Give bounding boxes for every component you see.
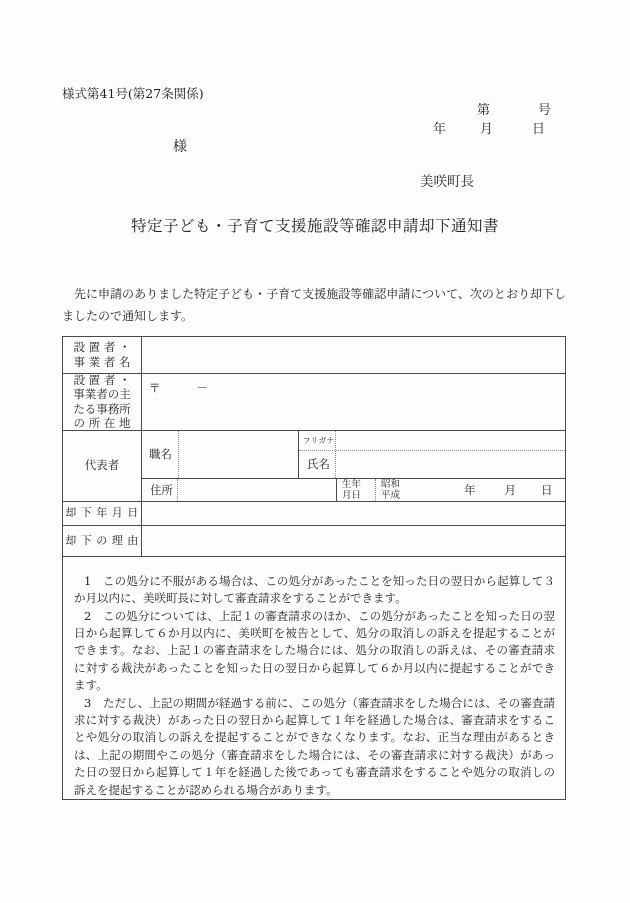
representative-address-label: 住所 — [142, 479, 178, 501]
row-representative — [63, 431, 565, 502]
row-operator-name — [63, 337, 565, 374]
representative-bottom-subrow — [142, 479, 565, 501]
appeal-note-1: 1 この処分に不服がある場合は、この処分があったことを知った日の翌日から起算して３か月以内に、美咲町長に対して審査請求をすることができます。 — [74, 573, 555, 606]
office-address-label-line2: 事業者の主 — [73, 387, 131, 402]
appeal-note-2: 2 この処分については、上記１の審査請求のほか、この処分があったことを知った日の翌日から起算して６か月以内に、美咲町を被告として、処分の取消しの訴えを提起することができます。なお、上記１の審査請求をした場合には、処分の取消しの訴えは、その審査請求に対する裁決があったことを知った日の翌日から起算して６か月以内に提起することができます。 — [74, 608, 555, 693]
rejection-reason-label-text: 却 下 の 理 由 — [65, 533, 139, 547]
furigana-value — [336, 431, 565, 450]
form-number: 様式第41号(第27条関係) — [62, 86, 204, 101]
office-address-label-line3: たる事務所 — [73, 401, 131, 416]
representative-top-subrow — [142, 431, 565, 479]
document-title: 特定子ども・子育て支援施設等確認申請却下通知書 — [130, 217, 499, 235]
birthdate-ymd — [409, 479, 565, 501]
birthdate-month-label: 月 — [504, 482, 516, 497]
rejection-date-label-text: 却 下 年 月 日 — [65, 506, 139, 519]
issue-date-year-label: 年 — [433, 122, 447, 137]
office-address-label-line1: 設 置 者 ・ — [73, 372, 131, 387]
era-showa: 昭和 — [381, 478, 401, 490]
era-options — [376, 479, 409, 501]
office-address-value — [142, 374, 565, 430]
name-cell — [299, 431, 565, 478]
operator-name-label-line1: 設 置 者 ・ — [73, 340, 131, 355]
rejection-reason-value — [142, 526, 565, 556]
application-form-table — [62, 336, 566, 800]
operator-name-label — [63, 337, 142, 373]
furigana-label: フリガナ — [299, 431, 336, 450]
office-address-label-line4: の 所 在 地 — [73, 416, 131, 431]
birthdate-cell — [337, 479, 565, 501]
issue-date-month-label: 月 — [480, 122, 494, 137]
representative-fields — [142, 431, 565, 501]
postal-mark: 〒 — [149, 380, 161, 395]
postal-code-line — [142, 374, 565, 396]
era-heisei: 平成 — [381, 489, 401, 501]
representative-label-text: 代表者 — [84, 458, 120, 473]
operator-name-value — [142, 337, 565, 373]
office-address-label — [63, 374, 142, 430]
birthdate-label-line1: 生年 — [342, 478, 362, 490]
doc-number-prefix: 第 — [477, 103, 491, 118]
furigana-subrow — [299, 431, 565, 451]
row-office-address — [63, 374, 565, 431]
birthdate-label-line2: 月日 — [342, 489, 362, 501]
issuer-name: 美咲町長 — [420, 174, 474, 190]
rejection-date-label — [63, 502, 142, 525]
issue-date-day-label: 日 — [532, 122, 546, 137]
representative-address-value — [178, 479, 336, 501]
representative-label — [63, 431, 142, 501]
name-subrow — [299, 451, 565, 478]
appeal-notes — [63, 557, 565, 799]
rejection-reason-label — [63, 526, 142, 556]
operator-name-label-line2: 事 業 者 名 — [73, 354, 131, 369]
representative-address-cell — [142, 479, 337, 501]
name-value — [336, 451, 565, 478]
rejection-date-value — [142, 502, 565, 525]
birthdate-year-label: 年 — [464, 482, 476, 497]
appeal-note-3: 3 ただし、上記の期間が経過する前に、この処分（審査請求をした場合には、その審査請求に対する裁決）があった日の翌日から起算して１年を経過した場合は、審査請求をすることや処分の取消しの訴えを提起することができなくなります。なお、正当な理由があるときは、上記の期間やこの処分（審査請求をした場合には、その審査請求に対する裁決）があった日の翌日から起算して１年を経過した後であっても審査請求をすることや処分の取消しの訴えを提起することが認められる場合があります。 — [74, 695, 555, 797]
addressee-honorific: 様 — [173, 139, 187, 155]
row-appeal-notes — [63, 557, 565, 799]
job-title-label: 職名 — [142, 431, 179, 478]
row-rejection-reason — [63, 526, 565, 557]
birthdate-day-label: 日 — [541, 482, 553, 497]
name-label: 氏名 — [299, 451, 336, 478]
postal-separator: － — [196, 380, 208, 395]
birthdate-label — [337, 479, 376, 501]
job-title-value — [179, 431, 298, 478]
intro-paragraph: 先に申請のありました特定子ども・子育て支援施設等確認申請について、次のとおり却下しましたので通知します。 — [62, 287, 566, 323]
job-title-cell — [142, 431, 299, 478]
row-rejection-date — [63, 502, 565, 526]
doc-number-suffix: 号 — [538, 103, 552, 118]
